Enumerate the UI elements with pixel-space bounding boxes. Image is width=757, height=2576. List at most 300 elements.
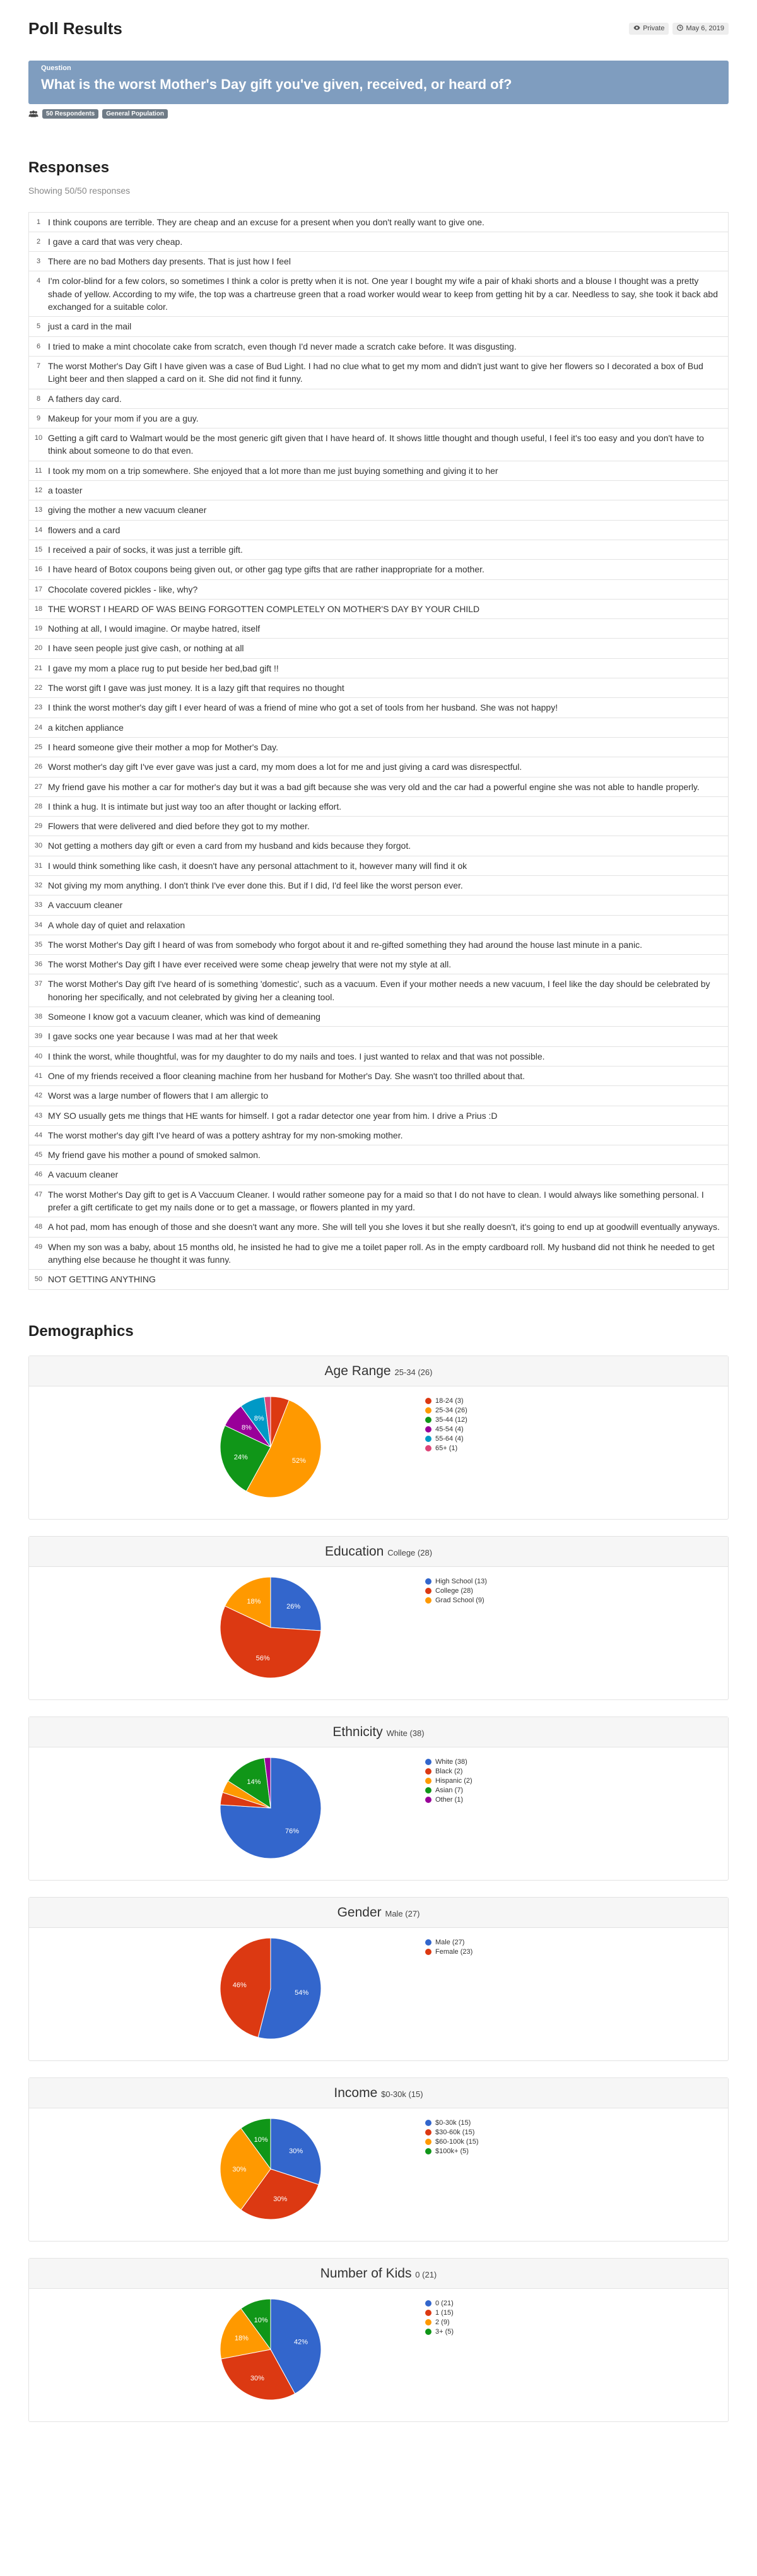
list-item [29,213,728,232]
response-text: The worst gift I gave was just money. It is a lazy gift that requires no thought [48,683,344,694]
legend-item [425,1397,467,1406]
response-text: Not getting a mothers day gift or even a card from my husband and kids because they forgot. [48,841,411,851]
response-number: 4 [36,277,41,285]
legend-swatch [425,2120,431,2126]
response-number: 36 [34,960,43,969]
legend-swatch [425,1797,431,1803]
response-text: I think the worst, while thoughtful, was for my daughter to do my nails and toes. I just wanted to relax and that was not possible. [48,1051,545,1061]
legend-item [425,2299,454,2308]
legend-label: White (38) [435,1758,467,1766]
response-text: Nothing at all, I would imagine. Or maybe hatred, itself [48,623,261,634]
demographics-section [28,1356,729,2422]
slice-label: 30% [289,2147,303,2155]
date-badge [672,23,729,35]
response-text: There are no bad Mothers day presents. That is just how I feel [48,256,291,267]
demographic-card-age-range [28,1356,729,1520]
question-text: What is the worst Mother's Day gift you've given, received, or heard of? [41,76,512,92]
slice-label: 52% [291,1456,306,1465]
response-number: 39 [34,1032,43,1041]
response-text: Makeup for your mom if you are a guy. [48,413,199,423]
demographic-card-gender [28,1897,729,2061]
meta-row [28,109,729,119]
list-item [29,895,728,915]
response-number: 2 [36,237,41,245]
chart-subtitle: White (38) [386,1728,425,1738]
slice-label: 42% [293,2338,308,2346]
respondents-tag: 50 Respondents [42,109,98,119]
response-text: I think a hug. It is intimate but just way too an after thought or lacking effort. [48,801,342,812]
legend-item [425,2118,479,2128]
response-text: The worst Mother's Day gift I've heard of is something 'domestic', such as a vacuum. Even if your mother needs a new vacuum, I feel like the day should be celebrated by honoring her specifically, and not celebrated by giving her a cleaning tool. [48,979,710,1002]
list-item [29,481,728,500]
legend-item [425,1406,467,1415]
responses-count: Showing 50/50 responses [28,185,131,196]
legend-swatch [425,1578,431,1585]
legend-label: 2 (9) [435,2319,450,2327]
response-number: 5 [36,322,41,331]
slice-label: 30% [232,2165,247,2173]
list-item [29,461,728,481]
response-number: 21 [34,664,43,672]
list-item [29,1007,728,1027]
pie-chart [220,1937,322,2040]
list-item [29,389,728,409]
response-text: flowers and a card [48,524,120,535]
response-text: a toaster [48,485,83,496]
legend-item [425,1758,472,1767]
response-number: 8 [36,394,41,403]
list-item [29,1086,728,1106]
legend-swatch [425,1407,431,1414]
chart-body [29,1747,728,1880]
response-text: a kitchen appliance [48,722,124,733]
legend-item [425,1938,472,1947]
pie-svg [220,2118,322,2220]
legend-label: 1 (15) [435,2309,454,2317]
legend-label: $60-100k (15) [435,2138,479,2146]
response-number: 35 [34,940,43,948]
legend-swatch [425,2329,431,2335]
legend-label: 35-44 (12) [435,1416,467,1424]
list-item [29,1126,728,1145]
response-text: I gave my mom a place rug to put beside her bed,bad gift !! [48,663,279,673]
response-number: 9 [36,414,41,422]
legend-swatch [425,1778,431,1784]
pie-svg [220,1396,322,1498]
list-item [29,1185,728,1218]
list-item [29,271,728,317]
slice-label: 8% [254,1414,264,1422]
response-text: One of my friends received a floor cleaning machine from her husband for Mother's Day. She wasn't too thrilled about that. [48,1070,525,1081]
response-text: The worst Mother's Day Gift I have given was a case of Bud Light. I had no clue what to get my mom and didn't just want to give her flowers so I decorated a box of Bud Light beer and then slapped a card on it. She did not find it funny. [48,360,703,384]
legend-label: 0 (21) [435,2300,454,2308]
chart-title: Ethnicity [332,1724,383,1739]
chart-header [29,1356,728,1386]
response-text: Worst mother's day gift I've ever gave was just a card, my mom does a lot for me and just giving a card was disrespectful. [48,762,522,772]
legend-item [425,1577,487,1586]
chart-subtitle: Male (27) [385,1908,420,1918]
response-number: 46 [34,1171,43,1179]
response-number: 41 [34,1072,43,1080]
response-number: 16 [34,565,43,574]
pie-svg [220,2298,322,2401]
slice-label: 24% [233,1453,248,1461]
response-text: The worst Mother's Day gift to get is A Vaccuum Cleaner. I would rather someone pay for a maid so that I do not have to clean. I would always like something personal. I prefer a gift certificate to get my nails done or to get a massage, or flowers planted in my yard. [48,1189,704,1213]
legend-label: $100k+ (5) [435,2148,469,2156]
responses-heading: Responses [28,158,110,176]
response-text: I received a pair of socks, it was just a terrible gift. [48,544,243,555]
list-item [29,317,728,336]
list-item [29,540,728,560]
response-number: 22 [34,684,43,692]
response-text: The worst Mother's Day gift I have ever received were some cheap jewelry that were not my style at all. [48,959,452,970]
legend-label: College (28) [435,1587,473,1595]
legend-item [425,1415,467,1425]
legend-item [425,1596,487,1605]
chart-header [29,2078,728,2108]
list-item [29,560,728,579]
chart-title: Number of Kids [320,2266,412,2281]
list-item [29,1238,728,1270]
response-text: giving the mother a new vacuum cleaner [48,505,207,516]
chart-title: Age Range [324,1363,391,1378]
list-item [29,500,728,520]
response-text: THE WORST I HEARD OF WAS BEING FORGOTTEN COMPLETELY ON MOTHER'S DAY BY YOUR CHILD [48,603,480,614]
response-number: 27 [34,783,43,791]
response-number: 26 [34,763,43,771]
slice-label: 46% [232,1981,247,1989]
list-item [29,797,728,817]
slice-label: 30% [273,2195,288,2203]
list-item [29,738,728,757]
response-text: A hot pad, mom has enough of those and she doesn't want any more. She will tell you she loves it but she really doesn't, it's going to end up at goodwill eventually anyways. [48,1222,720,1232]
response-text: I gave socks one year because I was mad at her that week [48,1031,278,1042]
list-item [29,836,728,856]
legend-swatch [425,2300,431,2307]
list-item [29,521,728,540]
list-item [29,639,728,658]
list-item [29,757,728,777]
legend-swatch [425,1588,431,1594]
response-text: When my son was a baby, about 15 months old, he insisted he had to give me a toilet paper roll. As in the empty cardboard roll. My husband did not think he needed to get anything else because he thought it was funny. [48,1241,715,1265]
list-item [29,232,728,252]
response-number: 44 [34,1131,43,1139]
legend-label: Black (2) [435,1768,463,1776]
response-number: 14 [34,526,43,534]
pie-svg [220,1937,322,2040]
response-number: 10 [34,434,43,442]
question-kicker: Question [41,64,71,72]
slice-label: 8% [241,1423,252,1431]
legend-swatch [425,2319,431,2325]
legend-item [425,1786,472,1795]
response-number: 25 [34,743,43,751]
legend-label: 25-34 (26) [435,1407,467,1415]
response-number: 28 [34,802,43,810]
list-item [29,1145,728,1165]
response-number: 32 [34,881,43,889]
pie-chart [220,2298,322,2401]
list-item [29,1066,728,1086]
list-item [29,659,728,678]
legend-label: 3+ (5) [435,2328,454,2336]
list-item [29,916,728,935]
pie-chart [220,1757,322,1859]
chart-body [29,2289,728,2421]
response-text: My friend gave his mother a pound of smoked salmon. [48,1150,261,1161]
list-item [29,1106,728,1126]
list-item [29,1270,728,1289]
pie-svg [220,1757,322,1859]
legend-label: 18-24 (3) [435,1397,464,1405]
list-item [29,337,728,357]
legend-item [425,2308,454,2318]
list-item [29,357,728,389]
chart-subtitle: 25-34 (26) [394,1367,433,1377]
list-item [29,409,728,428]
response-text: I'm color-blind for a few colors, so sometimes I think a color is pretty when it is not. One year I bought my wife a pair of khaki shorts and a blouse I thought was a pretty shade of yellow. According to my wife, the top was a chartreuse green that a road worker would wear to keep from getting hit by a car. Needless to say, she took it back abd exchanged for a suitable color. [48,276,718,312]
legend-swatch [425,1939,431,1946]
list-item [29,876,728,895]
response-number: 13 [34,506,43,514]
response-text: I have seen people just give cash, or nothing at all [48,643,244,654]
legend-swatch [425,1436,431,1442]
response-text: Getting a gift card to Walmart would be the most generic gift given that I have heard of. It shows little thought and though useful, I feel it's too easy and you don't have to think about someone to do that even. [48,433,704,456]
list-item [29,698,728,718]
response-text: I have heard of Botox coupons being given out, or other gag type gifts that are rather inappropriate for a mother. [48,564,484,575]
legend-item [425,1425,467,1434]
list-item [29,580,728,600]
legend-item [425,1767,472,1776]
response-number: 42 [34,1092,43,1100]
legend-label: Hispanic (2) [435,1777,472,1785]
legend-swatch [425,1445,431,1451]
legend-swatch [425,1787,431,1793]
page [28,0,729,2464]
chart-header [29,1898,728,1928]
slice-label: 56% [255,1654,270,1662]
question-box [28,61,729,104]
privacy-label: Private [643,25,665,32]
response-number: 15 [34,545,43,553]
response-number: 7 [36,362,41,370]
response-number: 37 [34,980,43,988]
response-number: 38 [34,1013,43,1021]
legend-item [425,1947,472,1957]
chart-header [29,1717,728,1747]
chart-body [29,2108,728,2241]
response-number: 24 [34,723,43,731]
legend-swatch [425,1426,431,1433]
legend-item [425,1795,472,1805]
demographic-card-number-of-kids [28,2258,729,2422]
response-number: 12 [34,487,43,495]
response-number: 1 [36,218,41,226]
slice-label: 18% [234,2334,249,2343]
date-label: May 6, 2019 [686,25,724,32]
response-number: 30 [34,842,43,850]
chart-title: Income [334,2085,378,2100]
legend-item [425,2147,479,2156]
response-number: 17 [34,585,43,593]
legend-label: Asian (7) [435,1787,464,1795]
chart-title: Education [324,1544,384,1559]
response-number: 45 [34,1151,43,1159]
legend-item [425,2137,479,2147]
response-text: NOT GETTING ANYTHING [48,1274,156,1285]
response-number: 34 [34,921,43,929]
list-item [29,955,728,974]
response-number: 47 [34,1190,43,1198]
legend-label: 45-54 (4) [435,1426,464,1434]
legend-label: High School (13) [435,1578,487,1586]
pie-chart [220,2118,322,2220]
list-item [29,856,728,876]
eye-icon [633,25,640,32]
clock-icon [677,25,683,33]
responses-list [28,212,729,1290]
response-text: Someone I know got a vacuum cleaner, which was kind of demeaning [48,1012,320,1022]
legend-item [425,1586,487,1596]
response-text: The worst mother's day gift I've heard of was a pottery ashtray for my non-smoking mother. [48,1130,403,1140]
pie-chart [220,1576,322,1679]
legend-swatch [425,2310,431,2316]
demographic-card-ethnicity [28,1716,729,1881]
list-item [29,252,728,271]
slice-label: 26% [286,1602,301,1610]
response-number: 50 [34,1275,43,1284]
chart-body [29,1567,728,1699]
response-text: MY SO usually gets me things that HE wants for himself. I got a radar detector one year from him. I drive a Prius :D [48,1110,498,1121]
demographic-card-education [28,1536,729,1700]
legend-item [425,2327,454,2337]
chart-header [29,2259,728,2289]
slice-label: 18% [247,1597,261,1605]
chart-legend [425,1577,487,1605]
legend-label: Other (1) [435,1796,464,1804]
list-item [29,817,728,836]
legend-item [425,2318,454,2327]
response-text: A vaccuum cleaner [48,900,123,911]
chart-body [29,1386,728,1519]
response-text: I took my mom on a trip somewhere. She enjoyed that a lot more than me just buying something and giving it to her [48,465,498,476]
list-item [29,1027,728,1046]
response-text: Chocolate covered pickles - like, why? [48,584,198,594]
legend-item [425,1776,472,1786]
slice-label: 30% [250,2374,264,2382]
pie-svg [220,1576,322,1679]
top-bar [28,6,729,50]
slice-label: 14% [247,1778,261,1786]
legend-swatch [425,2129,431,2136]
response-text: I gave a card that was very cheap. [48,236,183,247]
response-number: 29 [34,822,43,830]
response-text: I tried to make a mint chocolate cake from scratch, even though I'd never made a scratch cake before. It was disgusting. [48,341,517,352]
legend-swatch [425,1768,431,1775]
chart-header [29,1537,728,1567]
legend-swatch [425,1597,431,1604]
legend-swatch [425,2148,431,2154]
slice-label: 76% [285,1827,300,1835]
response-text: I heard someone give their mother a mop for Mother's Day. [48,741,279,752]
response-text: A whole day of quiet and relaxation [48,919,185,930]
legend-swatch [425,1417,431,1423]
page-title: Poll Results [28,18,122,38]
response-text: The worst Mother's Day gift I heard of was from somebody who forgot about it and re-gifted something they had around the house last minute in a panic. [48,939,642,950]
response-number: 33 [34,901,43,909]
chart-subtitle: $0-30k (15) [381,2089,423,2099]
legend-swatch [425,1949,431,1955]
chart-legend [425,1758,472,1805]
list-item [29,600,728,619]
demographics-heading: Demographics [28,1322,134,1340]
response-number: 11 [35,466,42,475]
legend-label: Grad School (9) [435,1597,484,1605]
response-text: A vacuum cleaner [48,1169,119,1180]
legend-swatch [425,1759,431,1765]
response-number: 18 [34,605,43,613]
chart-legend [425,2299,454,2337]
privacy-badge [629,23,669,35]
legend-label: Female (23) [435,1948,473,1956]
list-item [29,935,728,955]
response-number: 31 [34,861,43,870]
list-item [29,1047,728,1066]
slice-label: 10% [254,2136,268,2144]
audience-tag: General Population [102,109,168,119]
legend-swatch [425,1398,431,1404]
legend-label: $0-30k (15) [435,2119,471,2127]
list-item [29,1217,728,1237]
demographic-card-income [28,2077,729,2242]
chart-legend [425,2118,479,2156]
legend-label: 65+ (1) [435,1445,458,1453]
response-number: 23 [34,704,43,712]
response-number: 3 [36,257,41,266]
legend-label: Male (27) [435,1939,465,1947]
response-number: 43 [34,1111,43,1120]
list-item [29,678,728,698]
legend-item [425,1444,467,1453]
response-number: 19 [34,625,43,633]
slice-label: 54% [295,1988,309,1997]
header-badges [629,23,729,35]
response-number: 6 [36,342,41,350]
users-icon [28,110,38,117]
chart-subtitle: College (28) [387,1547,433,1557]
legend-label: $30-60k (15) [435,2129,475,2137]
response-number: 40 [34,1052,43,1060]
chart-body [29,1928,728,2060]
response-text: just a card in the mail [48,321,132,332]
chart-legend [425,1397,467,1453]
list-item [29,974,728,1007]
list-item [29,428,728,461]
response-text: I would think something like cash, it doesn't have any personal attachment to it, however many will find it ok [48,860,467,871]
legend-item [425,2128,479,2137]
response-number: 49 [34,1243,43,1251]
list-item [29,619,728,639]
legend-item [425,1434,467,1444]
legend-label: 55-64 (4) [435,1435,464,1443]
response-text: Not giving my mom anything. I don't think I've ever done this. But if I did, I'd feel like the worst person ever. [48,880,463,890]
list-item [29,777,728,797]
response-number: 20 [34,644,43,653]
pie-chart [220,1396,322,1498]
chart-title: Gender [337,1905,382,1920]
response-text: A fathers day card. [48,393,122,404]
response-text: My friend gave his mother a car for mother's day but it was a bad gift because she was very old and the car had a powerful engine she was not able to handle properly. [48,781,700,792]
